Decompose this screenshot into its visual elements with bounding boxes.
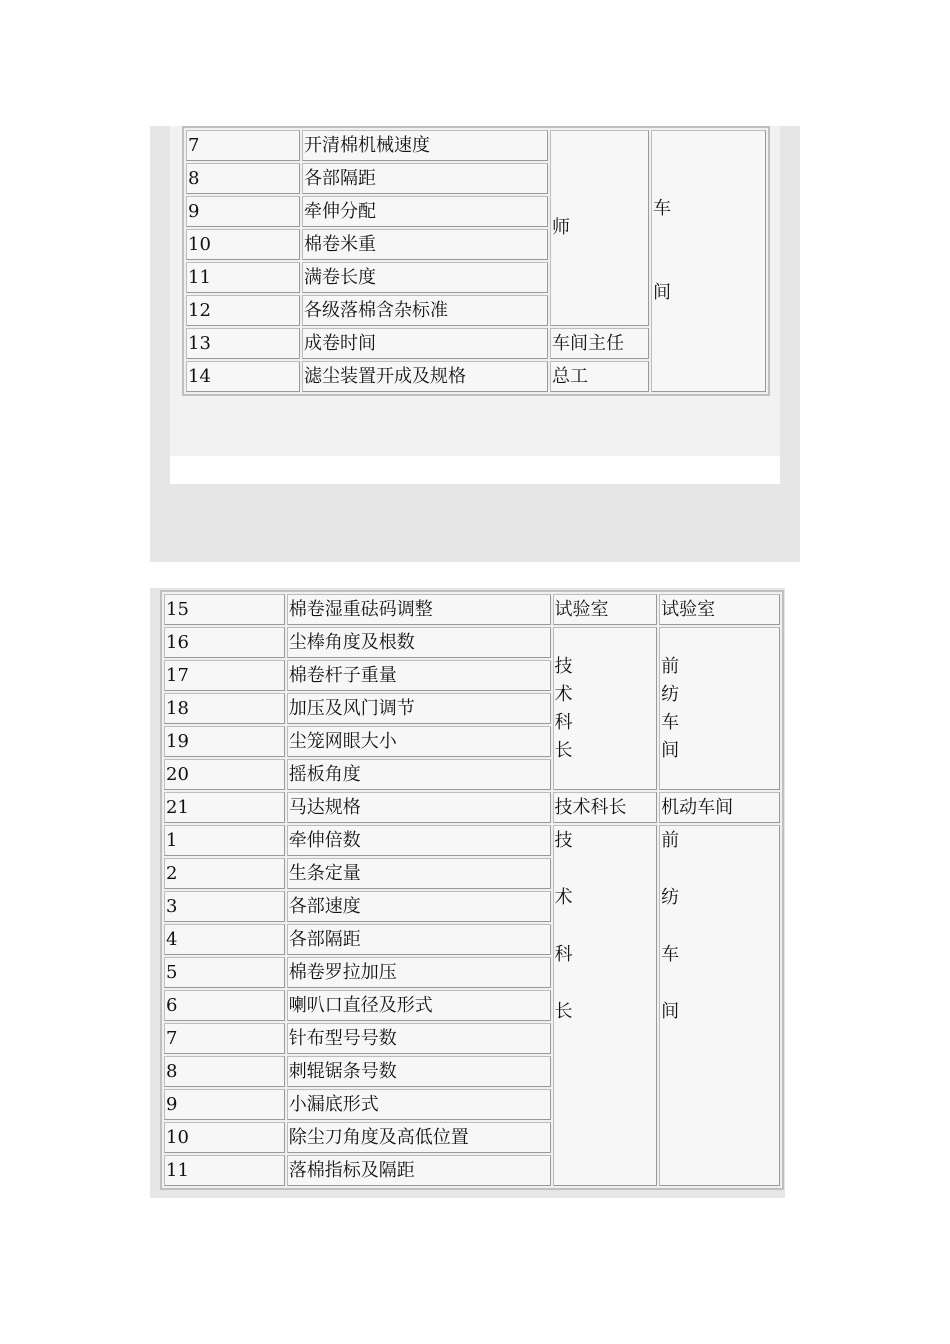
responsible-cell	[553, 627, 658, 790]
department-char: 前	[661, 830, 680, 851]
row-number: 1	[164, 825, 285, 856]
row-number: 18	[164, 693, 285, 724]
item-name: 尘棒角度及根数	[287, 627, 551, 658]
department-char: 前	[661, 655, 680, 677]
item-name: 棉卷罗拉加压	[287, 957, 551, 988]
row-number: 13	[186, 328, 300, 359]
row-number: 11	[164, 1155, 285, 1186]
item-name: 喇叭口直径及形式	[287, 990, 551, 1021]
responsible-cell: 试验室	[553, 594, 658, 625]
department-cell	[651, 130, 766, 392]
row-number: 11	[186, 262, 300, 293]
table-row	[164, 594, 780, 625]
item-name: 各级落棉含杂标准	[302, 295, 548, 326]
table-row	[164, 792, 780, 823]
row-number: 3	[164, 891, 285, 922]
responsible-cell: 车间主任	[550, 328, 649, 359]
row-number: 9	[186, 196, 300, 227]
item-name: 各部速度	[287, 891, 551, 922]
item-name: 针布型号号数	[287, 1023, 551, 1054]
responsible-cell: 技术科长	[553, 792, 658, 823]
department-cell	[659, 627, 780, 790]
responsible-char: 科	[554, 711, 573, 733]
row-number: 17	[164, 660, 285, 691]
responsible-char: 技	[554, 830, 573, 851]
department-char: 车	[653, 198, 671, 219]
item-name: 牵伸倍数	[287, 825, 551, 856]
row-number: 4	[164, 924, 285, 955]
department-char: 车	[661, 944, 680, 965]
row-number: 8	[164, 1056, 285, 1087]
department-cell	[659, 825, 780, 1186]
item-name: 满卷长度	[302, 262, 548, 293]
department-char: 纺	[661, 683, 680, 705]
responsible-char: 科	[554, 944, 573, 965]
row-number: 21	[164, 792, 285, 823]
row-number: 16	[164, 627, 285, 658]
responsible-cell: 师	[550, 130, 649, 326]
department-char: 间	[653, 282, 671, 303]
responsible-char: 术	[554, 887, 573, 908]
item-name: 摇板角度	[287, 759, 551, 790]
item-name: 棉卷米重	[302, 229, 548, 260]
item-name: 尘笼网眼大小	[287, 726, 551, 757]
table-row	[164, 825, 780, 856]
department-cell: 机动车间	[659, 792, 780, 823]
row-number: 7	[186, 130, 300, 161]
department-cell: 试验室	[659, 594, 780, 625]
responsible-char: 技	[554, 655, 573, 677]
item-name: 刺辊锯条号数	[287, 1056, 551, 1087]
department-char: 间	[661, 1001, 680, 1022]
row-number: 12	[186, 295, 300, 326]
row-number: 6	[164, 990, 285, 1021]
responsible-cell	[553, 825, 658, 1186]
department-char: 纺	[661, 887, 680, 908]
item-name: 棉卷湿重砝码调整	[287, 594, 551, 625]
item-name: 生条定量	[287, 858, 551, 889]
item-name: 落棉指标及隔距	[287, 1155, 551, 1186]
row-number: 10	[164, 1122, 285, 1153]
item-name: 棉卷杆子重量	[287, 660, 551, 691]
item-name: 开清棉机械速度	[302, 130, 548, 161]
item-name: 马达规格	[287, 792, 551, 823]
row-number: 15	[164, 594, 285, 625]
table-row	[164, 627, 780, 658]
row-number: 19	[164, 726, 285, 757]
upper-panel-gap	[170, 456, 780, 484]
item-name: 牵伸分配	[302, 196, 548, 227]
item-name: 各部隔距	[287, 924, 551, 955]
row-number: 5	[164, 957, 285, 988]
department-char: 车	[661, 711, 680, 733]
item-name: 成卷时间	[302, 328, 548, 359]
department-char: 间	[661, 739, 680, 761]
item-name: 除尘刀角度及高低位置	[287, 1122, 551, 1153]
row-number: 14	[186, 361, 300, 392]
item-name: 加压及风门调节	[287, 693, 551, 724]
row-number: 8	[186, 163, 300, 194]
row-number: 10	[186, 229, 300, 260]
item-name: 小漏底形式	[287, 1089, 551, 1120]
table-row	[186, 130, 766, 161]
responsible-char: 术	[554, 683, 573, 705]
item-name: 滤尘装置开成及规格	[302, 361, 548, 392]
responsible-char: 长	[554, 1001, 573, 1022]
process-table-upper	[182, 126, 770, 396]
process-table-lower	[160, 590, 784, 1190]
responsible-char: 长	[554, 739, 573, 761]
row-number: 2	[164, 858, 285, 889]
row-number: 9	[164, 1089, 285, 1120]
item-name: 各部隔距	[302, 163, 548, 194]
row-number: 7	[164, 1023, 285, 1054]
row-number: 20	[164, 759, 285, 790]
responsible-cell: 总工	[550, 361, 649, 392]
